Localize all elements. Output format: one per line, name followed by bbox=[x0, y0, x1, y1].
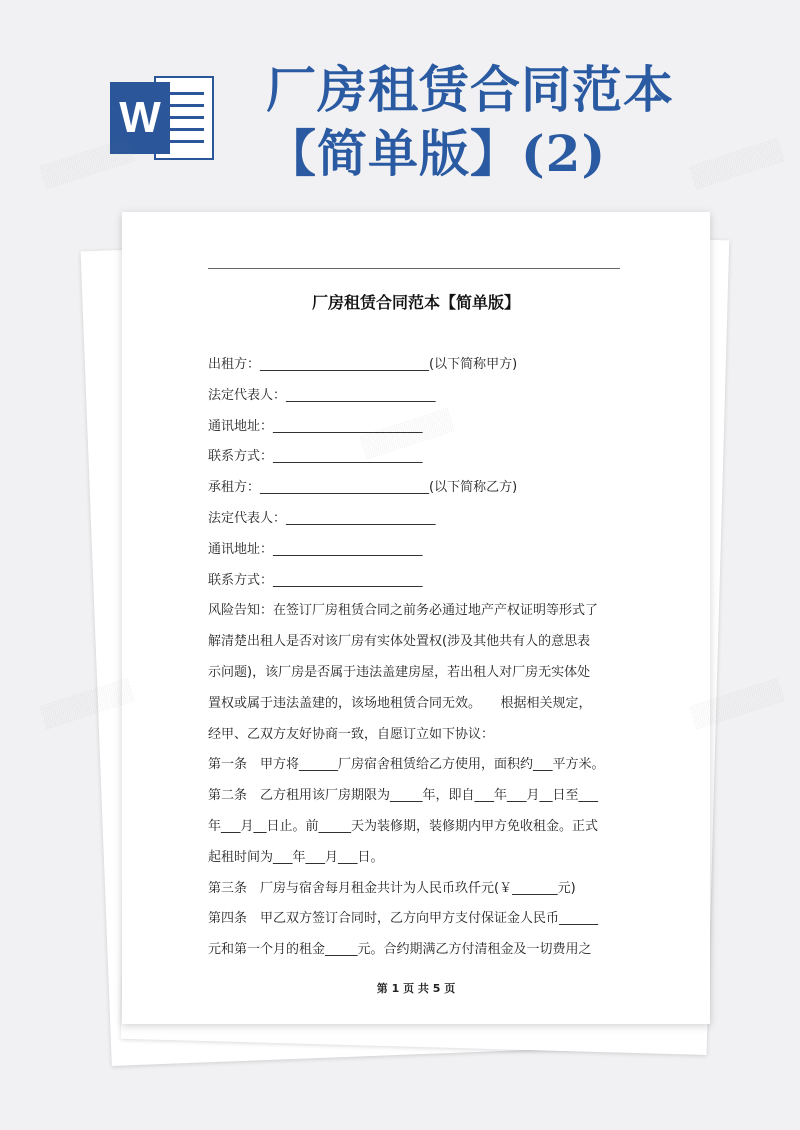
watermark: ▒▒▒▒▒▒ bbox=[688, 136, 785, 189]
body-line: 法定代表人：_______________________ bbox=[208, 387, 436, 403]
body-line: 风险告知：在签订厂房租赁合同之前务必通过地产产权证明等形式了 bbox=[208, 603, 599, 619]
document-title: 厂房租赁合同范本【简单版】 bbox=[311, 293, 520, 312]
word-letter-badge: W bbox=[110, 82, 170, 154]
body-line: 置权或属于违法盖建的，该场地租赁合同无效。 根据相关规定， bbox=[208, 695, 592, 711]
body-line: 通讯地址：_______________________ bbox=[208, 541, 423, 557]
body-line: 解清楚出租人是否对该厂房有实体处置权(涉及其他共有人的意思表 bbox=[208, 634, 591, 650]
watermark: ▒▒▒▒▒▒ bbox=[38, 136, 135, 189]
body-line: 出租方：__________________________(以下简称甲方) bbox=[208, 357, 518, 372]
body-line: 起租时间为___年___月___日。 bbox=[208, 849, 384, 865]
document-body bbox=[208, 350, 628, 966]
body-line: 第四条 甲乙双方签订合同时，乙方向甲方支付保证金人民币______ bbox=[208, 911, 599, 927]
watermark: ▒▒▒▒▒▒ bbox=[688, 676, 785, 729]
body-line: 承租方：__________________________(以下简称乙方) bbox=[208, 480, 518, 496]
preview-header bbox=[0, 0, 800, 200]
header-rule bbox=[208, 268, 620, 269]
word-document-icon bbox=[110, 76, 214, 160]
page-title: 厂房租赁合同范本【简单版】(2) bbox=[266, 60, 674, 183]
document-page bbox=[122, 212, 710, 1024]
body-line: 通讯地址：_______________________ bbox=[208, 418, 423, 434]
body-line: 联系方式：_______________________ bbox=[208, 572, 423, 588]
body-line: 经甲、乙双方友好协商一致，自愿订立如下协议： bbox=[208, 726, 495, 742]
page-number: 第 1 页 共 5 页 bbox=[376, 982, 456, 995]
body-line: 第二条 乙方租用该厂房期限为_____年，即自___年___月__日至___ bbox=[208, 788, 599, 804]
body-line: 第三条 厂房与宿舍每月租金共计为人民币玖仟元(￥_______元) bbox=[208, 880, 576, 896]
watermark: ▒▒▒▒▒▒ bbox=[38, 676, 135, 729]
body-line: 法定代表人：_______________________ bbox=[208, 510, 436, 526]
body-line: 年___月__日止。前_____天为装修期，装修期内甲方免收租金。正式 bbox=[208, 818, 599, 834]
body-line: 第一条 甲方将______厂房宿舍租赁给乙方使用，面积约___平方米。 bbox=[208, 757, 605, 773]
body-line: 示问题)，该厂房是否属于违法盖建房屋，若出租人对厂房无实体处 bbox=[208, 664, 591, 680]
body-line: 联系方式：_______________________ bbox=[208, 449, 423, 465]
body-line: 元和第一个月的租金_____元。合约期满乙方付清租金及一切费用之 bbox=[208, 942, 592, 958]
